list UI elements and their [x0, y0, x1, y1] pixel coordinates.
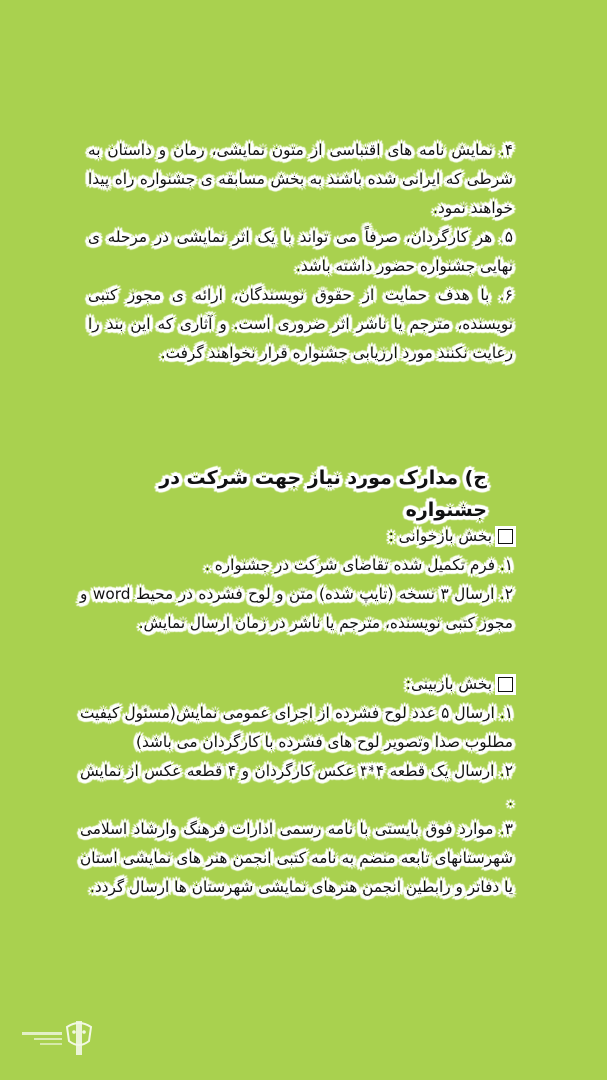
- reading-section-title-text: بخش بازخوانی :: [388, 527, 492, 545]
- checkbox-icon: [498, 529, 513, 544]
- logo-wordmark: [22, 1029, 62, 1048]
- mask-emblem-icon: [65, 1019, 93, 1057]
- performance-item-3: ۳. موارد فوق بایستی با نامه رسمی ادارات فرهنگ وارشاد اسلامی شهرستانهای تابعه منضم به نامه کتبی انجمن هنر های نمایشی استان یا دفاتر و رابطین انجمن هنرهای نمایشی شهرستان ها ارسال گردد.: [80, 820, 513, 896]
- reading-item-2: ۲. ارسال ۳ نسخه (تایپ شده) متن و لوح فشرده در محیط word و مجوز کتبی نویسنده، مترجم یا ناشر در زمان ارسال نمایش.: [80, 585, 513, 632]
- performance-section-title-text: بخش بازبینی:: [405, 675, 492, 693]
- reading-section: [80, 522, 513, 638]
- performance-section-title: [80, 670, 513, 699]
- rule-item-4: ۴. نمایش نامه های اقتباسی از متون نمایشی، رمان و داستان به شرطی که ایرانی شده باشند به بخش مسابقه ی جشنواره راه پیدا خواهند نمود.: [88, 141, 513, 217]
- reading-item-1: ۱. فرم تکمیل شده تقاضای شرکت در جشنواره .: [205, 556, 513, 574]
- performance-section: [80, 670, 513, 902]
- performance-item-2: ۲. ارسال یک قطعه ۴*۳ عکس کارگردان و ۴ قطعه عکس از نمایش .: [80, 762, 513, 809]
- rule-item-5: ۵. هر کارگردان، صرفاً می تواند با یک اثر نمایشی در مرحله ی نهایی جشنواره حضور داشته باشد.: [88, 228, 513, 275]
- reading-section-title: [80, 522, 513, 551]
- performance-item-1: ۱. ارسال ۵ عدد لوح فشرده از اجرای عمومی نمایش(مسئول کیفیت مطلوب صدا وتصویر لوح های فشرده با کارگردان می باشد): [80, 704, 513, 751]
- rule-item-6: ۶. با هدف حمایت از حقوق نویسندگان، ارائه ی مجوز کتبی نویسنده، مترجم یا ناشر اثر ضروری است. و آثاری که این بند را رعایت نکنند مورد ارزیابی جشنواره قرار نخواهند گرفت.: [88, 286, 513, 362]
- theatre-association-logo: [22, 1018, 98, 1058]
- rules-list: [88, 136, 513, 368]
- checkbox-icon: [498, 677, 513, 692]
- section-heading: ج) مدارک مورد نیاز جهت شرکت در جشنواره: [159, 467, 487, 521]
